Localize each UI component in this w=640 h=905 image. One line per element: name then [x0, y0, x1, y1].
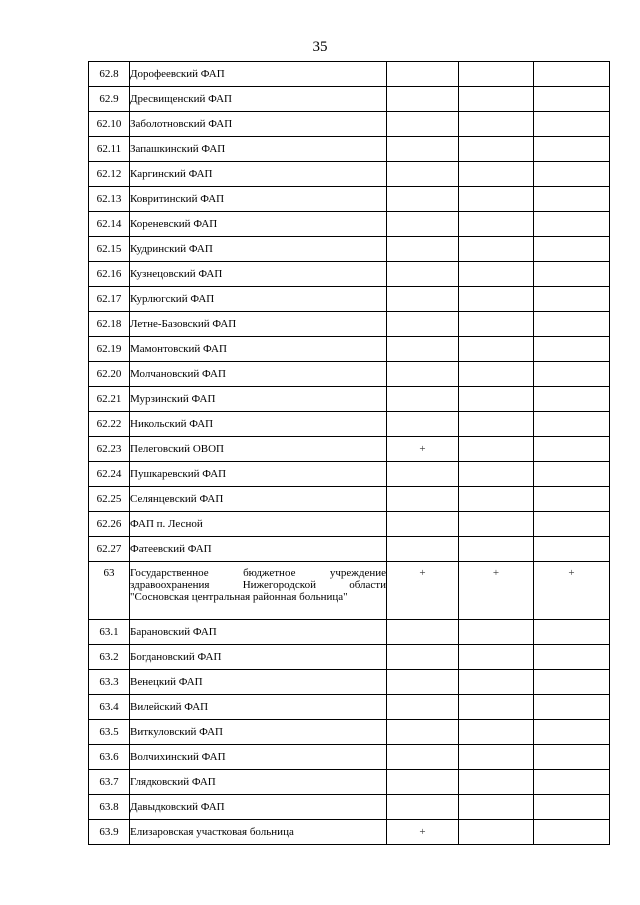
mark-cell-2 — [459, 337, 534, 362]
mark-cell-2 — [459, 462, 534, 487]
row-number-cell: 62.26 — [89, 512, 130, 537]
table-row — [89, 362, 610, 387]
facility-name-cell: Молчановский ФАП — [130, 362, 387, 387]
table-row — [89, 412, 610, 437]
row-number-cell: 63.9 — [89, 820, 130, 845]
table-row — [89, 512, 610, 537]
mark-cell-3 — [534, 537, 610, 562]
mark-cell-3 — [534, 387, 610, 412]
mark-cell-1 — [387, 795, 459, 820]
mark-cell-1 — [387, 462, 459, 487]
facility-name-cell: Кузнецовский ФАП — [130, 262, 387, 287]
facility-name-cell: Пелеговский ОВОП — [130, 437, 387, 462]
mark-cell-2 — [459, 212, 534, 237]
row-number-cell: 63.2 — [89, 645, 130, 670]
facility-name-cell: Мурзинский ФАП — [130, 387, 387, 412]
table-row — [89, 537, 610, 562]
mark-cell-2 — [459, 670, 534, 695]
mark-cell-3 — [534, 187, 610, 212]
row-number-cell: 63.3 — [89, 670, 130, 695]
mark-cell-2 — [459, 137, 534, 162]
mark-cell-1 — [387, 162, 459, 187]
mark-cell-3 — [534, 112, 610, 137]
table-row — [89, 337, 610, 362]
mark-cell-3 — [534, 487, 610, 512]
table-row — [89, 287, 610, 312]
row-number-cell: 62.11 — [89, 137, 130, 162]
table-row — [89, 745, 610, 770]
table-row — [89, 162, 610, 187]
mark-cell-1 — [387, 695, 459, 720]
table-row — [89, 795, 610, 820]
mark-cell-1 — [387, 512, 459, 537]
facility-name-cell: ФАП п. Лесной — [130, 512, 387, 537]
mark-cell-2 — [459, 537, 534, 562]
table-row — [89, 62, 610, 87]
facility-name-cell: Каргинский ФАП — [130, 162, 387, 187]
table-row — [89, 462, 610, 487]
row-number-cell: 62.10 — [89, 112, 130, 137]
table-row — [89, 187, 610, 212]
mark-cell-3 — [534, 770, 610, 795]
mark-cell-2 — [459, 87, 534, 112]
mark-cell-2 — [459, 620, 534, 645]
mark-cell-1 — [387, 112, 459, 137]
mark-cell-2 — [459, 362, 534, 387]
mark-cell-2 — [459, 412, 534, 437]
facility-name-cell: Кореневский ФАП — [130, 212, 387, 237]
mark-cell-2 — [459, 262, 534, 287]
mark-cell-2 — [459, 745, 534, 770]
facility-name-cell: Кудринский ФАП — [130, 237, 387, 262]
mark-cell-2 — [459, 437, 534, 462]
table-row — [89, 437, 610, 462]
mark-cell-2 — [459, 112, 534, 137]
row-number-cell: 62.17 — [89, 287, 130, 312]
facility-name-cell: Венецкий ФАП — [130, 670, 387, 695]
mark-cell-1 — [387, 237, 459, 262]
mark-cell-3 — [534, 137, 610, 162]
mark-cell-1 — [387, 337, 459, 362]
mark-cell-3 — [534, 720, 610, 745]
mark-cell-3 — [534, 437, 610, 462]
facility-name-cell: Никольский ФАП — [130, 412, 387, 437]
row-number-cell: 62.14 — [89, 212, 130, 237]
mark-cell-3 — [534, 412, 610, 437]
page-number: 35 — [312, 39, 328, 55]
mark-cell-2 — [459, 795, 534, 820]
row-number-cell: 62.23 — [89, 437, 130, 462]
facility-name-cell: Дорофеевский ФАП — [130, 62, 387, 87]
mark-cell-2 — [459, 770, 534, 795]
mark-cell-3 — [534, 337, 610, 362]
row-number-cell: 63.1 — [89, 620, 130, 645]
row-number-cell: 62.9 — [89, 87, 130, 112]
mark-cell-2 — [459, 487, 534, 512]
mark-cell-1 — [387, 87, 459, 112]
row-number-cell: 62.24 — [89, 462, 130, 487]
registry-table-body — [89, 62, 610, 845]
mark-cell-1 — [387, 745, 459, 770]
facility-name-cell: Селянцевский ФАП — [130, 487, 387, 512]
mark-cell-2 — [459, 695, 534, 720]
row-number-cell: 62.19 — [89, 337, 130, 362]
mark-cell-1 — [387, 187, 459, 212]
table-row — [89, 695, 610, 720]
row-number-cell: 62.8 — [89, 62, 130, 87]
row-number-cell: 62.20 — [89, 362, 130, 387]
mark-cell-1 — [387, 262, 459, 287]
mark-cell-3 — [534, 462, 610, 487]
facility-name-cell: Елизаровская участковая больница — [130, 820, 387, 845]
table-row — [89, 820, 610, 845]
mark-cell-3 — [534, 62, 610, 87]
facility-name-cell: Заболотновский ФАП — [130, 112, 387, 137]
mark-cell-3 — [534, 620, 610, 645]
mark-cell-2 — [459, 645, 534, 670]
mark-cell-1 — [387, 537, 459, 562]
facility-name-cell: Барановский ФАП — [130, 620, 387, 645]
mark-cell-3 — [534, 312, 610, 337]
mark-cell-1 — [387, 362, 459, 387]
mark-cell-3 — [534, 512, 610, 537]
table-row — [89, 262, 610, 287]
mark-cell-1 — [387, 487, 459, 512]
row-number-cell: 63.6 — [89, 745, 130, 770]
mark-cell-3 — [534, 162, 610, 187]
mark-cell-2 — [459, 237, 534, 262]
mark-cell-2 — [459, 387, 534, 412]
row-number-cell: 62.21 — [89, 387, 130, 412]
facility-name-cell: Мамонтовский ФАП — [130, 337, 387, 362]
mark-cell-1 — [387, 387, 459, 412]
row-number-cell: 63.7 — [89, 770, 130, 795]
mark-cell-3 — [534, 212, 610, 237]
facility-name-cell: Запашкинский ФАП — [130, 137, 387, 162]
mark-cell-1 — [387, 412, 459, 437]
table-row — [89, 770, 610, 795]
mark-cell-3 — [534, 645, 610, 670]
mark-cell-2 — [459, 287, 534, 312]
table-row — [89, 237, 610, 262]
registry-table — [88, 61, 610, 845]
mark-cell-1 — [387, 212, 459, 237]
row-number-cell: 62.18 — [89, 312, 130, 337]
mark-cell-1: + — [387, 562, 459, 620]
table-row — [89, 620, 610, 645]
row-number-cell: 62.12 — [89, 162, 130, 187]
mark-cell-3 — [534, 237, 610, 262]
row-number-cell: 62.25 — [89, 487, 130, 512]
row-number-cell: 63 — [89, 562, 130, 620]
mark-cell-2: + — [459, 562, 534, 620]
mark-cell-2 — [459, 187, 534, 212]
mark-cell-3 — [534, 745, 610, 770]
table-row — [89, 720, 610, 745]
facility-name-cell: Дресвищенский ФАП — [130, 87, 387, 112]
row-number-cell: 62.13 — [89, 187, 130, 212]
mark-cell-3 — [534, 287, 610, 312]
mark-cell-2 — [459, 312, 534, 337]
row-number-cell: 62.15 — [89, 237, 130, 262]
mark-cell-2 — [459, 512, 534, 537]
row-number-cell: 63.4 — [89, 695, 130, 720]
table-row — [89, 670, 610, 695]
mark-cell-1 — [387, 720, 459, 745]
mark-cell-3: + — [534, 562, 610, 620]
row-number-cell: 63.8 — [89, 795, 130, 820]
row-number-cell: 62.22 — [89, 412, 130, 437]
facility-name-cell: Курлюгский ФАП — [130, 287, 387, 312]
facility-name-cell: Летне-Базовский ФАП — [130, 312, 387, 337]
mark-cell-1: + — [387, 820, 459, 845]
table-row — [89, 87, 610, 112]
row-number-cell: 62.16 — [89, 262, 130, 287]
mark-cell-3 — [534, 262, 610, 287]
table-row — [89, 112, 610, 137]
facility-name-cell: Глядковский ФАП — [130, 770, 387, 795]
facility-name-cell: Фатеевский ФАП — [130, 537, 387, 562]
table-row — [89, 212, 610, 237]
mark-cell-2 — [459, 820, 534, 845]
facility-name-cell: Богдановский ФАП — [130, 645, 387, 670]
mark-cell-3 — [534, 820, 610, 845]
table-row — [89, 645, 610, 670]
facility-name-cell: Виткуловский ФАП — [130, 720, 387, 745]
mark-cell-1 — [387, 645, 459, 670]
mark-cell-2 — [459, 62, 534, 87]
mark-cell-1 — [387, 670, 459, 695]
table-row — [89, 487, 610, 512]
table-row — [89, 562, 610, 620]
table-row — [89, 312, 610, 337]
facility-name-cell: Ковритинский ФАП — [130, 187, 387, 212]
mark-cell-3 — [534, 362, 610, 387]
table-row — [89, 387, 610, 412]
mark-cell-1 — [387, 137, 459, 162]
mark-cell-1 — [387, 770, 459, 795]
mark-cell-3 — [534, 795, 610, 820]
facility-name-cell: Давыдковский ФАП — [130, 795, 387, 820]
facility-name-cell: Волчихинский ФАП — [130, 745, 387, 770]
facility-name-cell: Вилейский ФАП — [130, 695, 387, 720]
row-number-cell: 63.5 — [89, 720, 130, 745]
mark-cell-1 — [387, 620, 459, 645]
mark-cell-3 — [534, 670, 610, 695]
row-number-cell: 62.27 — [89, 537, 130, 562]
mark-cell-1: + — [387, 437, 459, 462]
mark-cell-1 — [387, 287, 459, 312]
mark-cell-2 — [459, 720, 534, 745]
facility-name-cell: Государственное бюджетное учреждение здравоохранения Нижегородской области "Сосновская центральная районная больница" — [130, 562, 387, 620]
mark-cell-1 — [387, 62, 459, 87]
facility-name-cell: Пушкаревский ФАП — [130, 462, 387, 487]
mark-cell-3 — [534, 695, 610, 720]
table-row — [89, 137, 610, 162]
mark-cell-1 — [387, 312, 459, 337]
mark-cell-3 — [534, 87, 610, 112]
mark-cell-2 — [459, 162, 534, 187]
